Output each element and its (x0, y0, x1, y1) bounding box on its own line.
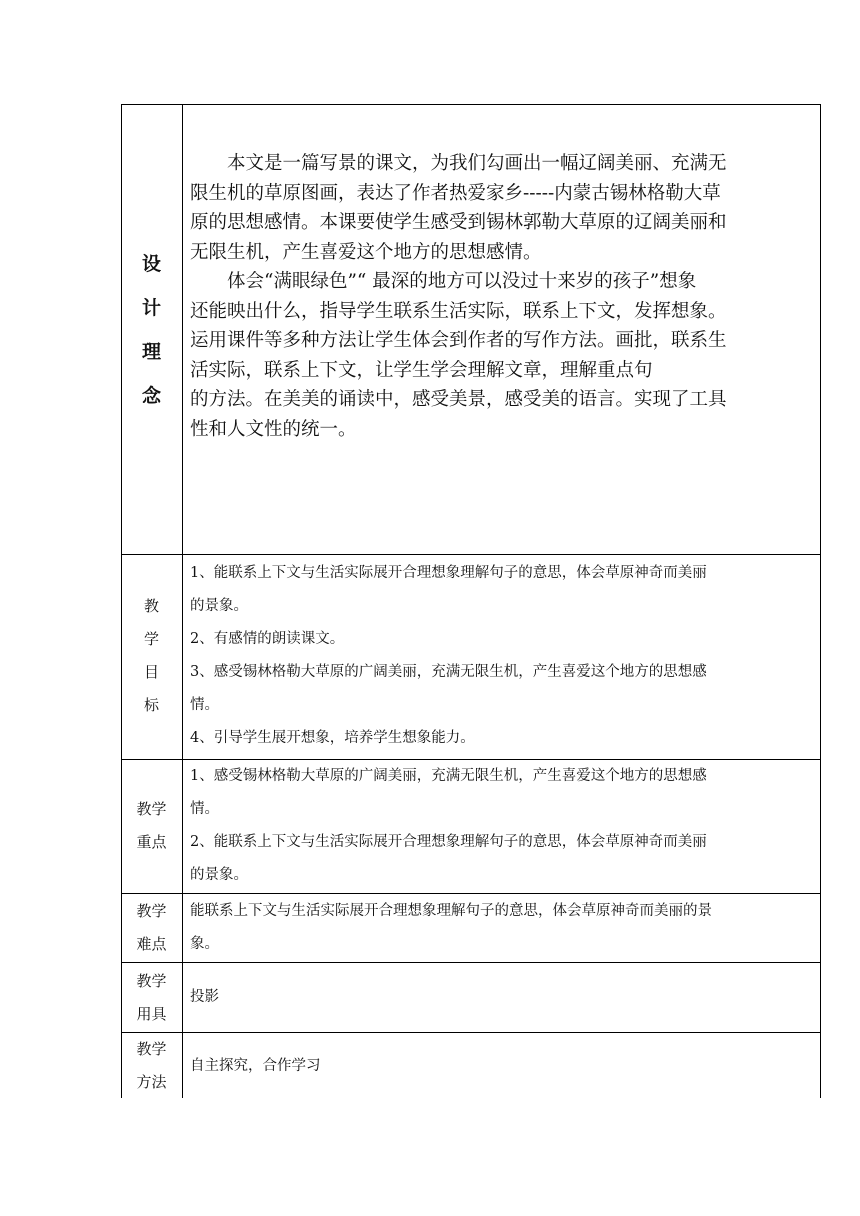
list-item: 2、能联系上下文与生活实际展开合理想象理解句子的意思，体会草原神奇而美丽 (190, 834, 707, 850)
paragraph-line: 体会“满眼绿色”“ 最深的地方可以没过十来岁的孩子”想象 (227, 271, 697, 292)
row-divider (121, 962, 821, 963)
list-item: 1、感受锡林格勒大草原的广阔美丽，充满无限生机，产生喜爱这个地方的思想感 (190, 768, 707, 784)
teaching-difficulty-text (190, 895, 816, 961)
row-label-teaching-difficulty: 教学 难点 (136, 902, 167, 953)
paragraph-line: 无限生机，产生喜爱这个地方的思想感情。 (190, 241, 542, 263)
paragraph-line: 性和人文性的统一。 (190, 418, 357, 440)
paragraph-line: 限生机的草原图画，表达了作者热爱家乡-----内蒙古锡林格勒大草 (190, 182, 721, 204)
paragraph-line: 运用课件等多种方法让学生体会到作者的写作方法。画批，联系生 (190, 330, 727, 351)
row-label-teaching-focus: 教学 重点 (136, 800, 167, 851)
paragraph-line: 的方法。在美美的诵读中，感受美景，感受美的语言。实现了工具 (190, 389, 727, 410)
row-label-design-concept: 设 计 理 念 (141, 253, 161, 407)
list-item: 4、引导学生展开想象，培养学生想象能力。 (190, 730, 475, 746)
paragraph-line: 活实际，联系上下文，让学生学会理解文章，理解重点句 (190, 359, 653, 381)
row-divider (121, 1032, 821, 1033)
list-item: 的景象。 (190, 867, 248, 883)
list-item: 自主探究，合作学习 (190, 1058, 321, 1074)
teaching-method-text (190, 1050, 816, 1083)
row-label-teaching-tools: 教学 用具 (136, 972, 167, 1023)
row-label-teaching-goals: 教 学 目 标 (143, 597, 159, 714)
teaching-goals-text (190, 557, 816, 755)
paragraph-line: 还能映出什么，指导学生联系生活实际，联系上下文，发挥想象。 (190, 300, 727, 322)
design-concept-text (190, 149, 816, 444)
row-label-teaching-method: 教学 方法 (136, 1040, 167, 1091)
paragraph-line: 原的思想感情。本课要使学生感受到锡林郭勒大草原的辽阔美丽和 (190, 212, 727, 233)
list-item: 1、能联系上下文与生活实际展开合理想象理解句子的意思，体会草原神奇而美丽 (190, 565, 707, 581)
teaching-focus-text (190, 760, 816, 892)
list-item: 3、感受锡林格勒大草原的广阔美丽，充满无限生机，产生喜爱这个地方的思想感 (190, 664, 707, 680)
lesson-plan-table (121, 104, 821, 1098)
paragraph-line: 本文是一篇写景的课文，为我们勾画出一幅辽阔美丽、充满无 (227, 153, 727, 174)
list-item: 投影 (190, 989, 219, 1005)
list-item: 情。 (190, 801, 219, 817)
list-item: 2、有感情的朗读课文。 (190, 631, 345, 647)
table-right-border (820, 104, 821, 1098)
list-item: 能联系上下文与生活实际展开合理想象理解句子的意思，体会草原神奇而美丽的景 (190, 903, 712, 919)
list-item: 的景象。 (190, 598, 248, 614)
row-divider (121, 554, 821, 555)
list-item: 情。 (190, 697, 219, 713)
table-column-divider (182, 104, 183, 1098)
row-divider (121, 893, 821, 894)
teaching-tools-text (190, 981, 816, 1014)
list-item: 象。 (190, 936, 219, 952)
table-top-border (121, 104, 821, 105)
